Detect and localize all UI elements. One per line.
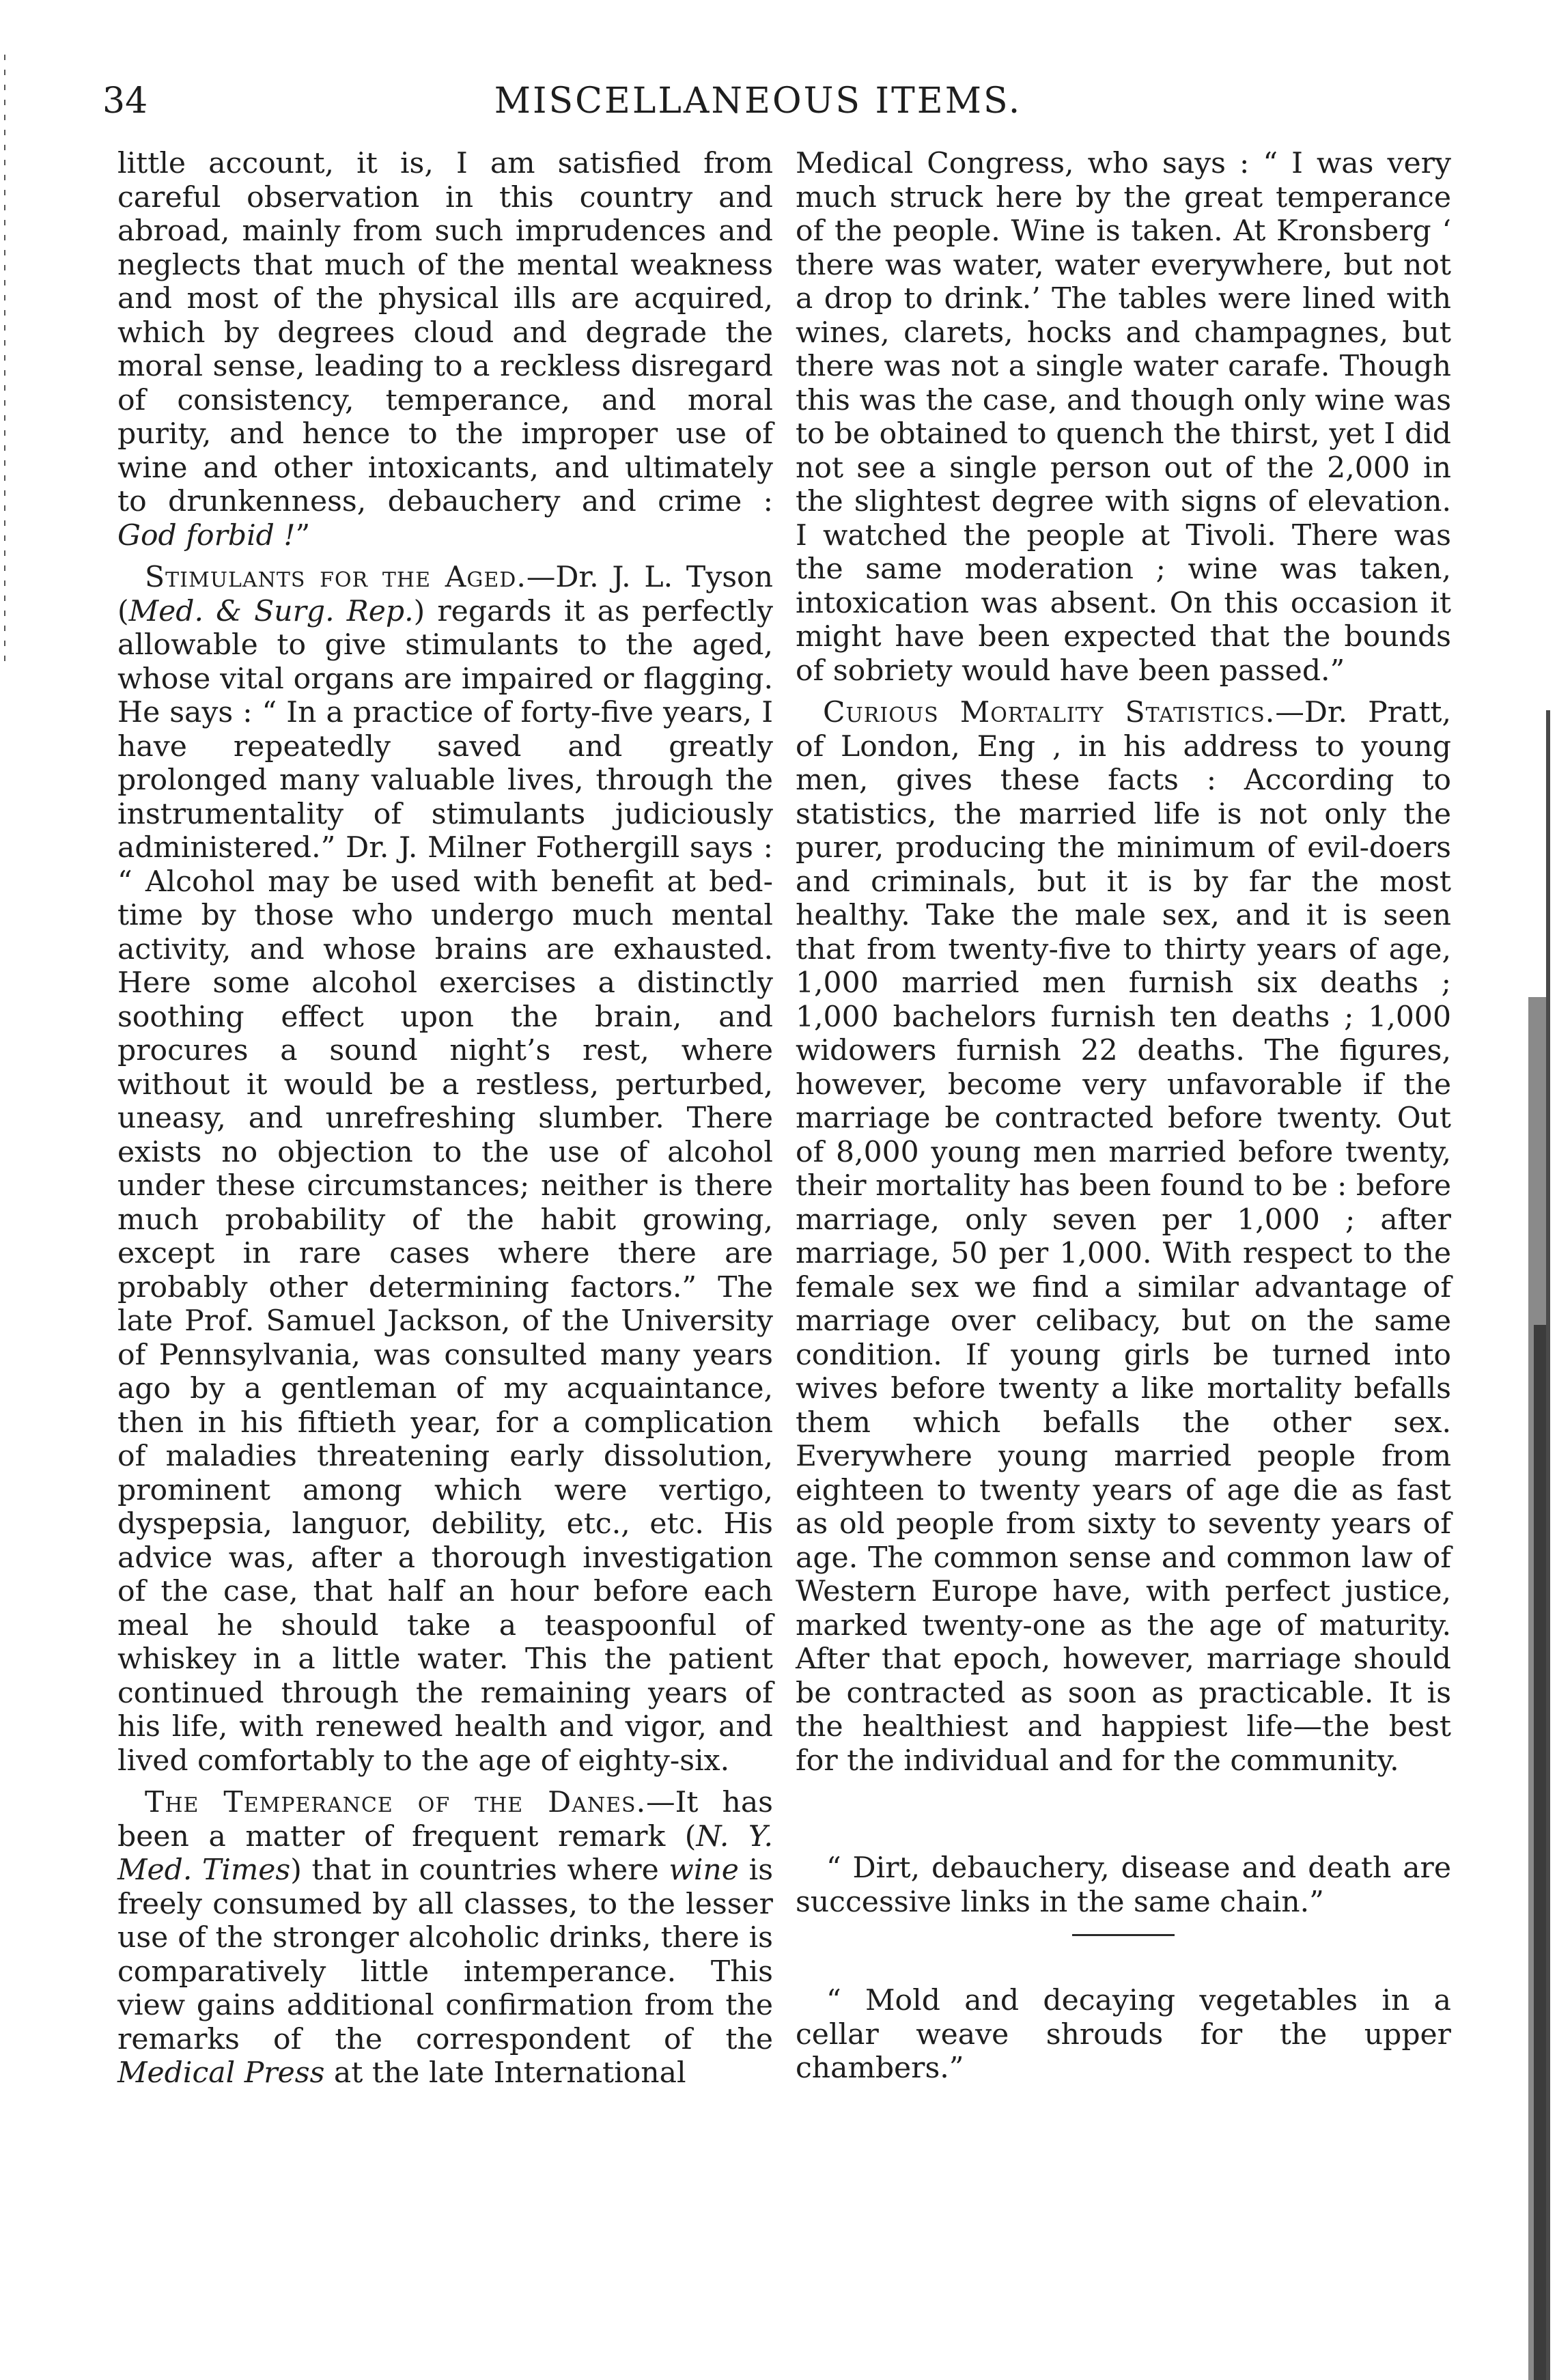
paragraph-text: ) regards it as perfectly allowable to give stimulants to the aged, whose vital organs are impaired or flagging. He says : “ In a practice of forty-five years, I have repeatedly saved and greatly prolonged many valuable lives, through the instrumentality of stimulants judiciously administered.” Dr. J. Milner Fothergill says : “ Alcohol may be used with benefit at bed-time by those who undergo much mental activity, and whose brains are exhausted. Here some alcohol exercises a distinctly soothing effect upon the brain, and procures a sound night’s rest, where without it would be a restless, perturbed, uneasy, and unrefreshing slumber. There exists no objection to the use of alcohol under these circumstances; neither is there much probability of the habit growing, except in rare cases where there are probably other determining factors.” The late Prof. Samuel Jackson, of the University of Pennsylvania, was consulted many years ago by a gentleman of my acquaintance, then in his fiftieth year, for a complication of maladies threatening early dissolution, prominent among which were vertigo, dyspepsia, languor, debility, etc., etc. His advice was, after a thorough investigation of the case, that half an hour before each meal he should take a teaspoonful of whiskey in a little water. This the patient continued through the remaining years of his life, with renewed health and vigor, and lived comfortably to the age of eighty-six. — [117, 594, 773, 1778]
continued-paragraph: Medical Congress, who says : “ I was very much struck here by the great temperance of the people. Wine is taken. At Kronsberg ‘ there was water, water everywhere, but not a drop to drink.’ The tables were lined with wines, clarets, hocks and champagnes, but there was not a single water carafe. Though this was the case, and though only wine was to be obtained to quench the thirst, yet I did not see a single person out of the 2,000 in the slightest degree with signs of elevation. I watched the people at Tivoli. There was the same moderation ; wine was taken, intoxication was absent. On this occasion it might have been expected that the bounds of sobriety would have been passed.” — [796, 147, 1451, 688]
scan-edge-left — [0, 55, 10, 669]
section-title: The Temperance of the Danes. — [145, 1786, 647, 1819]
left-column — [117, 147, 773, 2090]
running-head: MISCELLANEOUS ITEMS. — [494, 81, 1022, 122]
section-temperance-of-the-danes — [117, 1786, 773, 2090]
journal-name: Medical Press — [117, 2056, 325, 2090]
continued-paragraph — [117, 147, 773, 552]
closing-quote: ” — [295, 518, 311, 552]
paragraph-text: —Dr. J. L. Tyson ( — [117, 561, 773, 628]
quotation-dirt: “ Dirt, debauchery, disease and death are successive links in the same chain.” — [796, 1851, 1451, 1919]
paragraph-text: ) that in countries where — [290, 1853, 659, 1887]
exclamation-text: God forbid ! — [117, 518, 296, 552]
separator-rule — [1072, 1934, 1175, 1936]
page-header — [102, 74, 1441, 128]
paragraph-text: —Dr. Pratt, of London, Eng , in his address to young men, gives these facts : According to statistics, the married life is not only the purer, producing the minimum of evil-doers and criminals, but it is by far the most healthy. Take the male sex, and it is seen that from twenty-five to thirty years of age, 1,000 married men furnish six deaths ; 1,000 bachelors furnish ten deaths ; 1,000 widowers furnish 22 deaths. The figures, however, become very unfavorable if the marriage be contracted before twenty. Out of 8,000 young men married before twenty, their mortality has been found to be : before marriage, only seven per 1,000 ; after marriage, 50 per 1,000. With respect to the female sex we find a similar advantage of marriage over celibacy, but on the same condition. If young girls be turned into wives before twenty a like mortality befalls them which befalls the other sex. Everywhere young married people from eighteen to twenty years of age die as fast as old people from sixty to seventy years of age. The common sense and common law of Western Europe have, with perfect justice, marked twenty-one as the age of maturity. After that epoch, however, marriage should be contracted as soon as practicable. It is the healthiest and happiest life—the best for the individual and for the community. — [796, 696, 1451, 1778]
paragraph-text: is freely consumed by all classes, to the lesser use of the stronger alcoholic drinks, there is comparatively little intemperance. This view gains additional confirmation from the remarks of the correspondent of the — [117, 1853, 774, 2056]
section-curious-mortality-statistics — [796, 696, 1451, 1778]
emphasis-wine: wine — [669, 1853, 739, 1887]
right-column — [796, 147, 1451, 2086]
citation: N. Y. Med. Times — [117, 1819, 773, 1887]
quotation-mold: “ Mold and decaying vegetables in a cellar weave shrouds for the upper chambers.” — [796, 1984, 1451, 2085]
section-title: Curious Mortality Statistics. — [823, 696, 1276, 729]
paragraph-text: —It has been a matter of frequent remark ( — [117, 1786, 773, 1853]
section-title: Stimulants for the Aged. — [145, 561, 527, 594]
paragraph-text: little account, it is, I am satisfied from careful observation in this country and abroad, mainly from such imprudences and neglects that much of the mental weakness and most of the physical ills are acquired, which by degrees cloud and degrade the moral sense, leading to a reckless disregard of consistency, temperance, and moral purity, and hence to the improper use of wine and other intoxicants, and ultimately to drunkenness, debauchery and crime : — [117, 147, 773, 518]
citation: Med. & Surg. Rep. — [128, 594, 414, 628]
page-number: 34 — [102, 81, 148, 122]
scan-edge-texture — [1516, 710, 1557, 2380]
section-stimulants-for-the-aged — [117, 561, 773, 1778]
paragraph-text: at the late International — [333, 2056, 686, 2090]
